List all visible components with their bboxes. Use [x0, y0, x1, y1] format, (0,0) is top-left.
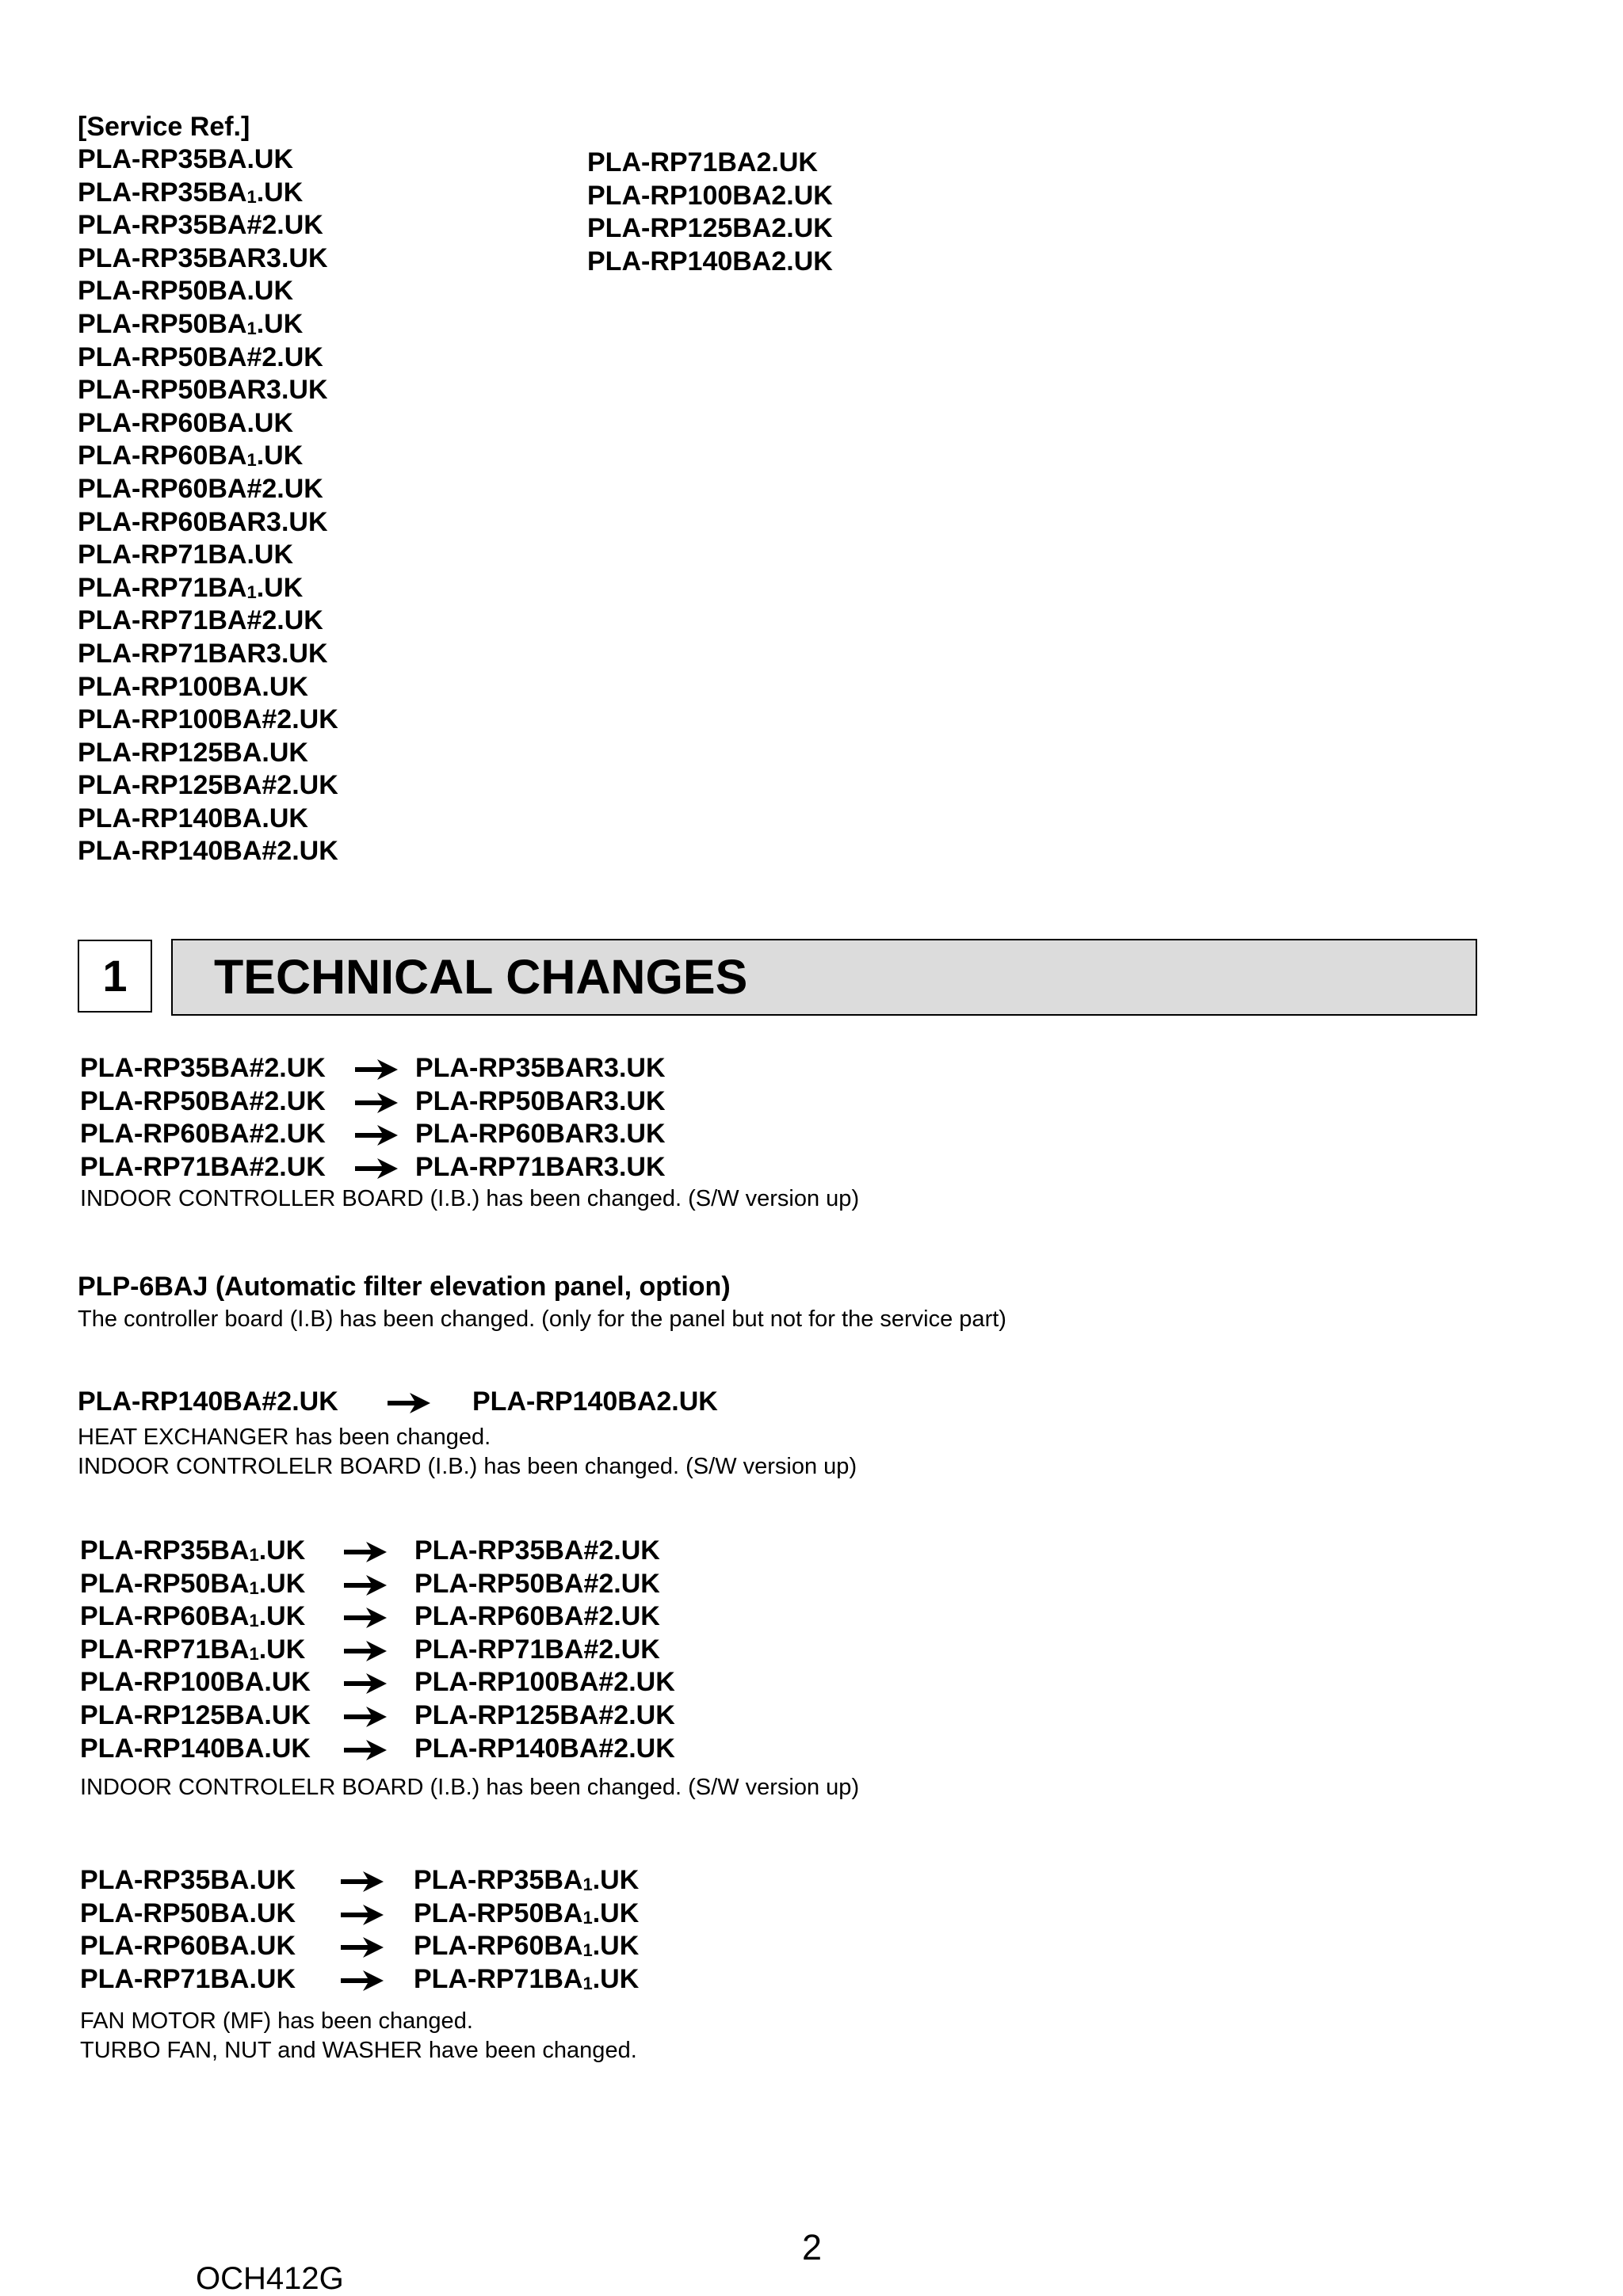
change-note: The controller board (I.B) has been changed. (only for the panel but not for the service part): [78, 1306, 1006, 1332]
new-model-code: [472, 1385, 718, 1418]
service-ref-item: [78, 835, 338, 868]
old-model-code: [80, 1863, 296, 1897]
service-ref-item: [78, 737, 338, 770]
model-code-subscript: 1: [246, 450, 257, 471]
model-code-text: PLA-RP60BA: [78, 441, 247, 471]
model-code-text: PLA-RP50BA: [78, 308, 247, 339]
new-model-code: [414, 1567, 660, 1600]
arrow-right-icon: [386, 1390, 432, 1413]
old-model-code: [80, 1732, 311, 1765]
model-code-text: .UK: [592, 1865, 640, 1895]
model-code-text: PLA-RP100BA.UK: [78, 671, 308, 702]
model-code-text: .UK: [256, 177, 304, 208]
model-code-text: PLA-RP71BA#2.UK: [414, 1634, 660, 1665]
old-model-code: [80, 1600, 305, 1633]
change-row: [80, 1863, 793, 1897]
service-ref-item: [78, 209, 338, 242]
change-note: TURBO FAN, NUT and WASHER have been changed.: [80, 2038, 637, 2063]
model-code-text: .UK: [592, 1897, 640, 1928]
model-code-subscript: 1: [249, 1643, 259, 1664]
service-ref-item: PLA-RP100BA2.UK: [587, 180, 833, 211]
model-code-text: PLA-RP50BA#2.UK: [78, 341, 323, 372]
new-model-code: [414, 1929, 639, 1962]
page-number: 2: [802, 2227, 823, 2267]
model-code-text: PLA-RP100BA#2.UK: [78, 704, 338, 735]
change-row: [80, 1117, 793, 1150]
old-model-code: [80, 1929, 296, 1962]
service-ref-item: [78, 605, 338, 638]
model-code-text: PLA-RP60BA#2.UK: [80, 1119, 326, 1150]
model-code-text: PLA-RP71BA: [80, 1634, 250, 1665]
model-code-text: PLA-RP60BA: [414, 1931, 583, 1962]
service-ref-item: [78, 506, 338, 540]
model-code-text: PLA-RP50BA#2.UK: [80, 1085, 326, 1116]
model-code-text: PLA-RP125BA.UK: [78, 737, 308, 768]
arrow-right-icon: [353, 1056, 399, 1080]
arrow-right-icon: [353, 1089, 399, 1113]
old-model-code: [80, 1897, 296, 1930]
new-model-code: [414, 1665, 675, 1699]
section-title: TECHNICAL CHANGES: [171, 939, 1477, 1016]
change-row: [80, 1897, 793, 1930]
model-code-text: PLA-RP71BA#2.UK: [78, 605, 323, 636]
change-row: [80, 1633, 793, 1666]
model-code-text: PLA-RP60BA.UK: [80, 1931, 296, 1962]
new-model-code: [414, 1534, 660, 1567]
model-code-text: PLA-RP35BA#2.UK: [80, 1053, 326, 1083]
new-model-code: [414, 1699, 675, 1732]
old-model-code: [80, 1699, 311, 1732]
new-model-code: [415, 1085, 666, 1118]
model-code-text: PLA-RP50BA: [80, 1568, 250, 1599]
old-model-code: [80, 1962, 296, 1996]
change-note: INDOOR CONTROLLER BOARD (I.B.) has been changed. (S/W version up): [80, 1186, 860, 1211]
model-code-text: PLA-RP35BA.UK: [80, 1865, 296, 1895]
model-code-text: PLA-RP140BA.UK: [78, 803, 308, 833]
change-row: [80, 1732, 793, 1765]
service-ref-item: [78, 440, 338, 473]
service-ref-left-list: [78, 143, 338, 868]
old-model-code: [80, 1150, 326, 1184]
model-code-subscript: 1: [249, 1611, 259, 1631]
model-code-text: PLA-RP140BA.UK: [80, 1733, 311, 1764]
arrow-right-icon: [339, 1967, 385, 1991]
old-model-code: [78, 1385, 338, 1418]
old-model-code: [80, 1665, 311, 1699]
model-code-text: PLA-RP60BA#2.UK: [414, 1601, 660, 1632]
model-code-text: PLA-RP100BA.UK: [80, 1667, 311, 1698]
model-code-text: PLA-RP71BAR3.UK: [415, 1151, 666, 1182]
arrow-right-icon: [353, 1155, 399, 1179]
new-model-code: [414, 1863, 639, 1897]
change-note: INDOOR CONTROLELR BOARD (I.B.) has been changed. (S/W version up): [78, 1454, 857, 1479]
arrow-right-icon: [339, 1901, 385, 1925]
model-code-text: .UK: [258, 1634, 306, 1665]
model-code-text: .UK: [256, 308, 304, 339]
arrow-right-icon: [342, 1572, 388, 1596]
service-ref-item: [78, 671, 338, 704]
model-code-text: .UK: [258, 1535, 306, 1566]
change-note: HEAT EXCHANGER has been changed.: [78, 1425, 491, 1450]
service-ref-item: [78, 803, 338, 836]
model-code-text: PLA-RP35BA#2.UK: [78, 210, 323, 241]
model-code-subscript: 1: [582, 1973, 593, 1993]
change-group-heading: PLP-6BAJ (Automatic filter elevation panel, option): [78, 1272, 731, 1302]
model-code-text: .UK: [258, 1601, 306, 1632]
service-ref-item: [78, 539, 338, 572]
arrow-right-icon: [339, 1934, 385, 1958]
model-code-text: PLA-RP35BAR3.UK: [78, 242, 328, 273]
change-row: [80, 1567, 793, 1600]
service-ref-item: PLA-RP125BA2.UK: [587, 213, 833, 244]
new-model-code: [414, 1732, 675, 1765]
model-code-text: PLA-RP71BA#2.UK: [80, 1151, 326, 1182]
model-code-text: PLA-RP50BA.UK: [80, 1897, 296, 1928]
model-code-text: PLA-RP71BAR3.UK: [78, 638, 328, 669]
old-model-code: [80, 1051, 326, 1085]
model-code-text: PLA-RP125BA.UK: [80, 1700, 311, 1730]
model-code-subscript: 1: [246, 186, 257, 207]
model-code-subscript: 1: [246, 318, 257, 338]
model-code-text: PLA-RP71BA.UK: [78, 540, 294, 570]
section-number: 1: [78, 940, 152, 1013]
old-model-code: [80, 1633, 305, 1666]
service-ref-item: [78, 177, 338, 210]
change-row: [80, 1665, 793, 1699]
service-ref-item: [78, 143, 338, 177]
service-ref-item: [78, 473, 338, 506]
new-model-code: [414, 1600, 660, 1633]
model-code-subscript: 1: [249, 1545, 259, 1565]
new-model-code: [414, 1633, 660, 1666]
change-row: [80, 1699, 793, 1732]
service-ref-item: [78, 374, 338, 407]
model-code-text: PLA-RP140BA#2.UK: [78, 836, 338, 867]
model-code-text: .UK: [256, 572, 304, 603]
old-model-code: [80, 1534, 305, 1567]
service-ref-item: [78, 275, 338, 308]
model-code-text: PLA-RP125BA#2.UK: [414, 1700, 675, 1730]
change-note: FAN MOTOR (MF) has been changed.: [80, 2008, 473, 2034]
change-row: [80, 1600, 793, 1633]
model-code-text: .UK: [256, 441, 304, 471]
new-model-code: [414, 1962, 639, 1996]
service-ref-item: [78, 704, 338, 737]
change-row: [80, 1051, 793, 1085]
arrow-right-icon: [339, 1868, 385, 1892]
model-code-text: PLA-RP50BA: [414, 1897, 583, 1928]
model-code-text: .UK: [592, 1931, 640, 1962]
model-code-text: PLA-RP50BAR3.UK: [415, 1085, 666, 1116]
model-code-text: PLA-RP100BA#2.UK: [414, 1667, 675, 1698]
service-ref-item: [78, 308, 338, 341]
model-code-text: PLA-RP125BA#2.UK: [78, 770, 338, 801]
old-model-code: [80, 1085, 326, 1118]
model-code-text: PLA-RP140BA#2.UK: [414, 1733, 675, 1764]
change-row: [78, 1385, 791, 1418]
model-code-text: .UK: [258, 1568, 306, 1599]
model-code-text: PLA-RP71BA: [414, 1963, 583, 1994]
new-model-code: [415, 1117, 666, 1150]
service-ref-item: [78, 407, 338, 441]
model-code-text: PLA-RP50BA.UK: [78, 276, 294, 307]
change-note: INDOOR CONTROLELR BOARD (I.B.) has been changed. (S/W version up): [80, 1775, 860, 1800]
model-code-subscript: 1: [582, 1940, 593, 1961]
arrow-right-icon: [342, 1539, 388, 1562]
service-ref-item: [78, 769, 338, 803]
model-code-text: PLA-RP35BA: [80, 1535, 250, 1566]
service-ref-heading: [Service Ref.]: [78, 112, 250, 142]
model-code-subscript: 1: [582, 1907, 593, 1928]
model-code-subscript: 1: [582, 1875, 593, 1894]
new-model-code: [415, 1051, 666, 1085]
model-code-text: PLA-RP35BAR3.UK: [415, 1053, 666, 1083]
new-model-code: [415, 1150, 666, 1184]
change-row: [80, 1534, 793, 1567]
model-code-text: PLA-RP71BA.UK: [80, 1963, 296, 1994]
model-code-text: .UK: [592, 1963, 640, 1994]
service-ref-item: [78, 638, 338, 671]
service-ref-item: PLA-RP71BA2.UK: [587, 147, 818, 177]
arrow-right-icon: [342, 1703, 388, 1727]
arrow-right-icon: [342, 1670, 388, 1694]
change-row: [80, 1085, 793, 1118]
model-code-text: PLA-RP60BA.UK: [78, 407, 294, 438]
model-code-text: PLA-RP71BA: [78, 572, 247, 603]
old-model-code: [80, 1117, 326, 1150]
arrow-right-icon: [353, 1122, 399, 1146]
service-ref-item: PLA-RP140BA2.UK: [587, 246, 833, 277]
model-code-text: PLA-RP35BA: [78, 177, 247, 208]
service-ref-right-list: [587, 147, 833, 278]
model-code-text: PLA-RP50BA#2.UK: [414, 1568, 660, 1599]
new-model-code: [414, 1897, 639, 1930]
model-code-subscript: 1: [249, 1577, 259, 1598]
arrow-right-icon: [342, 1604, 388, 1628]
model-code-text: PLA-RP50BAR3.UK: [78, 375, 328, 406]
document-code: OCH412G: [196, 2261, 344, 2296]
service-ref-item: [78, 242, 338, 276]
old-model-code: [80, 1567, 305, 1600]
model-code-text: PLA-RP60BAR3.UK: [78, 506, 328, 537]
model-code-subscript: 1: [246, 582, 257, 602]
change-row: [80, 1929, 793, 1962]
arrow-right-icon: [342, 1737, 388, 1760]
model-code-text: PLA-RP60BAR3.UK: [415, 1119, 666, 1150]
service-ref-item: [78, 572, 338, 605]
model-code-text: PLA-RP35BA: [414, 1865, 583, 1895]
change-row: [80, 1962, 793, 1996]
model-code-text: PLA-RP60BA: [80, 1601, 250, 1632]
change-row: [80, 1150, 793, 1184]
model-code-text: PLA-RP35BA.UK: [78, 144, 294, 174]
model-code-text: PLA-RP35BA#2.UK: [414, 1535, 660, 1566]
model-code-text: PLA-RP140BA2.UK: [472, 1386, 718, 1417]
model-code-text: PLA-RP140BA#2.UK: [78, 1386, 338, 1417]
model-code-text: PLA-RP60BA#2.UK: [78, 473, 323, 504]
arrow-right-icon: [342, 1638, 388, 1661]
service-ref-item: [78, 341, 338, 375]
